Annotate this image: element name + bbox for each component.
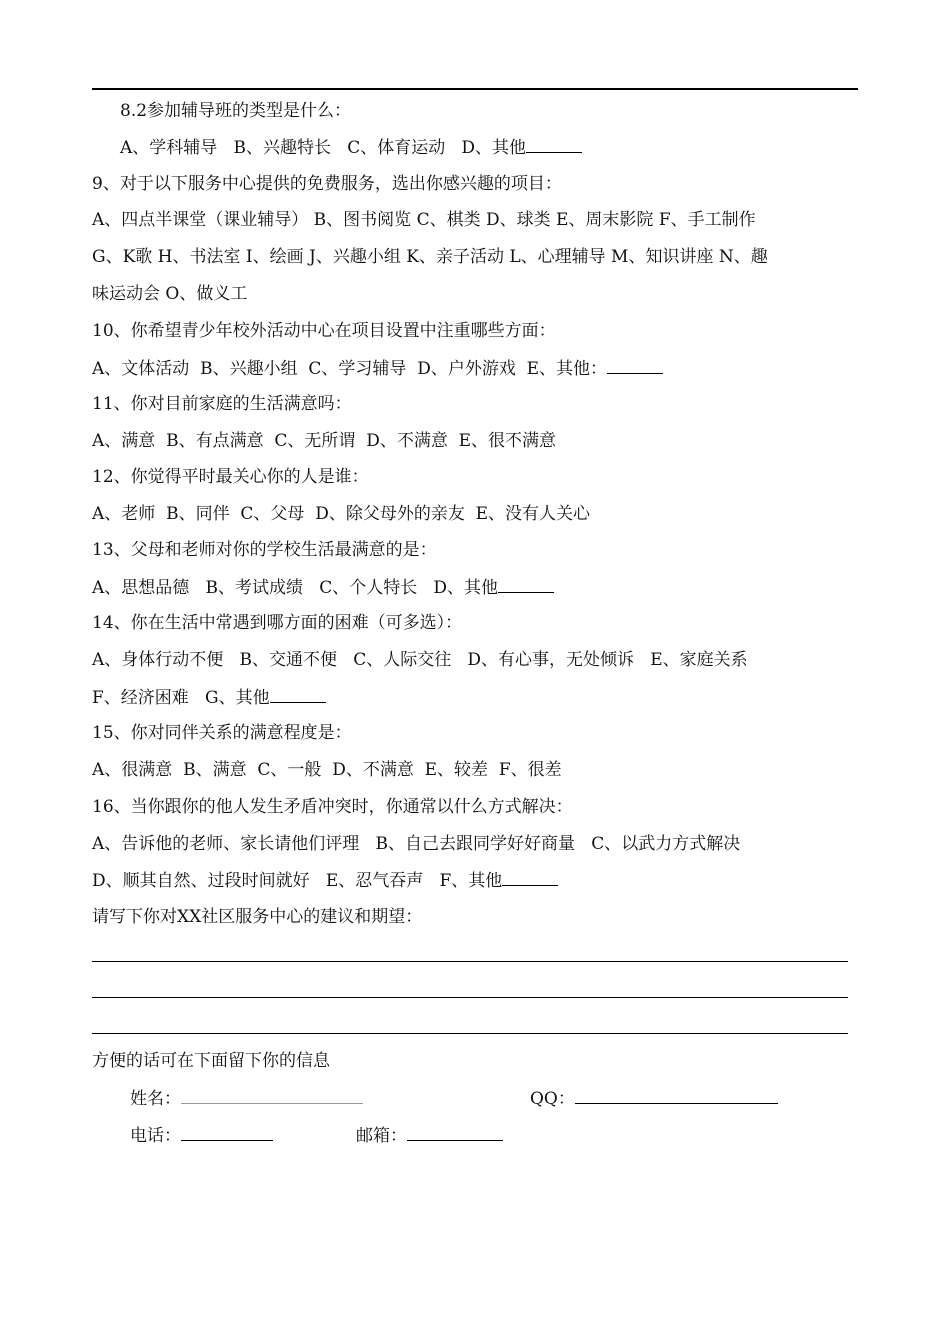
options-text: F、经济困难 G、其他	[92, 688, 270, 708]
name-label: 姓名：	[130, 1089, 181, 1109]
phone-input[interactable]	[181, 1125, 273, 1141]
options-text: A、思想品德 B、考试成绩 C、个人特长 D、其他	[92, 578, 499, 598]
options-text: A、学科辅导 B、兴趣特长 C、体育运动 D、其他	[120, 138, 527, 158]
phone-field-row	[130, 1125, 273, 1146]
question-16: 16、当你跟你的他人发生矛盾冲突时，你通常以什么方式解决：	[92, 797, 573, 817]
qq-input[interactable]	[575, 1088, 778, 1104]
email-input[interactable]	[407, 1125, 503, 1141]
answer-blank[interactable]	[270, 687, 326, 703]
qq-label: QQ：	[530, 1089, 575, 1109]
question-15: 15、你对同伴关系的满意程度是：	[92, 723, 352, 743]
answer-blank[interactable]	[526, 137, 582, 153]
options-9-line2: G、K歌 H、书法室 I、绘画 J、兴趣小组 K、亲子活动 L、心理辅导 M、知识讲座 N、趣	[92, 247, 768, 267]
question-14: 14、你在生活中常遇到哪方面的困难（可多选）：	[92, 613, 463, 633]
header-rule	[92, 88, 858, 90]
question-13: 13、父母和老师对你的学校生活最满意的是：	[92, 540, 437, 560]
options-8-2	[120, 137, 582, 158]
options-12: A、老师 B、同伴 C、父母 D、除父母外的亲友 E、没有人关心	[92, 504, 591, 524]
email-field-row	[356, 1125, 503, 1146]
options-9-line3: 味运动会 O、做义工	[92, 284, 248, 304]
options-9-line1: A、四点半课堂（课业辅导） B、图书阅览 C、棋类 D、球类 E、周末影院 F、手工制作	[92, 210, 756, 230]
suggestion-write-line-3[interactable]	[92, 1033, 848, 1034]
email-label: 邮箱：	[356, 1126, 407, 1146]
question-9: 9、对于以下服务中心提供的免费服务，选出你感兴趣的项目：	[92, 174, 562, 194]
options-13	[92, 577, 554, 598]
question-10: 10、你希望青少年校外活动中心在项目设置中注重哪些方面：	[92, 321, 556, 341]
options-16-line1: A、告诉他的老师、家长请他们评理 B、自己去跟同学好好商量 C、以武力方式解决	[92, 834, 741, 854]
options-text: D、顺其自然、过段时间就好 E、忍气吞声 F、其他	[92, 871, 503, 891]
options-text: A、文体活动 B、兴趣小组 C、学习辅导 D、户外游戏 E、其他：	[92, 359, 608, 379]
question-11: 11、你对目前家庭的生活满意吗：	[92, 394, 352, 414]
options-15: A、很满意 B、满意 C、一般 D、不满意 E、较差 F、很差	[92, 760, 562, 780]
options-11: A、满意 B、有点满意 C、无所谓 D、不满意 E、很不满意	[92, 431, 557, 451]
suggestion-prompt: 请写下你对XX社区服务中心的建议和期望：	[92, 907, 423, 927]
options-14-line2	[92, 687, 326, 708]
options-16-line2	[92, 870, 558, 891]
answer-blank[interactable]	[607, 358, 663, 374]
answer-blank[interactable]	[502, 870, 558, 886]
qq-field-row	[530, 1088, 778, 1109]
suggestion-write-line-2[interactable]	[92, 997, 848, 998]
phone-label: 电话：	[130, 1126, 181, 1146]
contact-intro: 方便的话可在下面留下你的信息	[92, 1051, 330, 1071]
options-10	[92, 358, 663, 379]
name-field-row	[130, 1088, 363, 1109]
options-14-line1: A、身体行动不便 B、交通不便 C、人际交往 D、有心事，无处倾诉 E、家庭关系	[92, 650, 748, 670]
answer-blank[interactable]	[498, 577, 554, 593]
suggestion-write-line-1[interactable]	[92, 961, 848, 962]
name-input[interactable]	[181, 1088, 363, 1104]
question-12: 12、你觉得平时最关心你的人是谁：	[92, 467, 369, 487]
question-8-2: 8.2参加辅导班的类型是什么：	[120, 101, 352, 121]
